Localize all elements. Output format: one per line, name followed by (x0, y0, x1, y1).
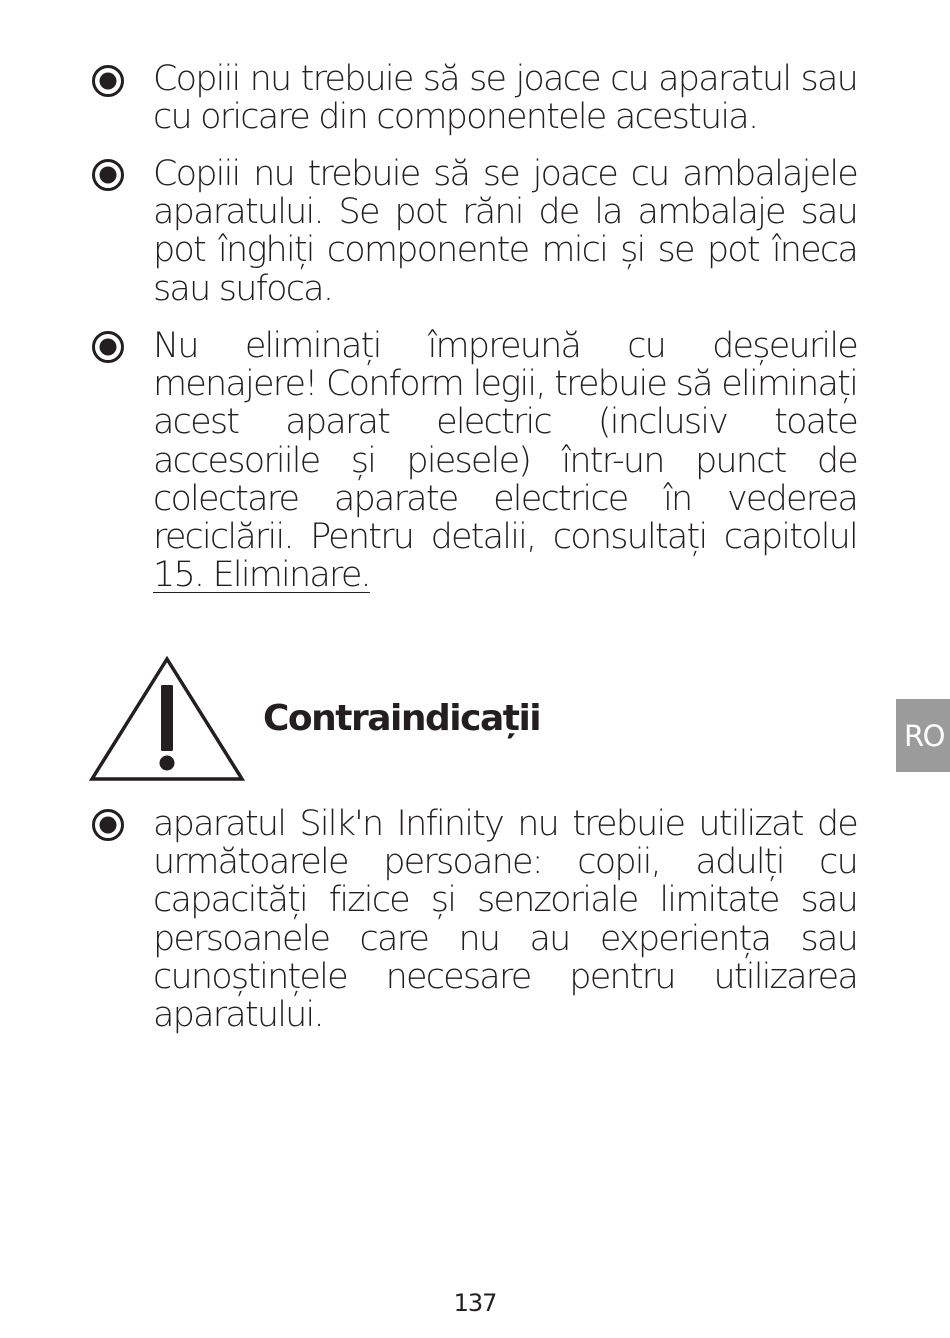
radio-bullet-icon (91, 808, 125, 842)
bullet-text: Copiii nu trebuie să se joace cu aparatul sau cu oricare din componentele acestuia. (153, 59, 857, 138)
bullet-text (153, 327, 857, 594)
section-heading: Contraindicații (263, 698, 541, 739)
warning-triangle-icon (88, 655, 246, 783)
bullet-text-body: Nu eliminați împreună cu deșeurile menajere! Conform legii, trebuie să eliminați acest aparat electric (inclusiv toate accesoriile și piesele) într-un punct de colectare aparate electrice în vederea reciclării. Pentru detalii, consultați capitolul (153, 326, 857, 558)
chapter-link[interactable]: 15. Eliminare. (153, 555, 370, 596)
language-tab: RO (896, 699, 950, 772)
radio-bullet-icon (91, 330, 125, 364)
radio-bullet-icon (91, 64, 125, 98)
bullet-text: aparatul Silk'n Infinity nu trebuie utilizat de următoarele persoane: copii, adulți cu capacități fizice și senzoriale limitate sau persoanele care nu au experiența sau cunoștințele necesare pentru utilizarea aparatului. (153, 804, 857, 1036)
radio-bullet-icon (91, 158, 125, 192)
page-number: 137 (453, 1289, 497, 1317)
bullet-text: Copiii nu trebuie să se joace cu ambalajele aparatului. Se pot răni de la ambalaje sau pot înghiți componente mici și se pot îneca sau sufoca. (153, 154, 857, 309)
